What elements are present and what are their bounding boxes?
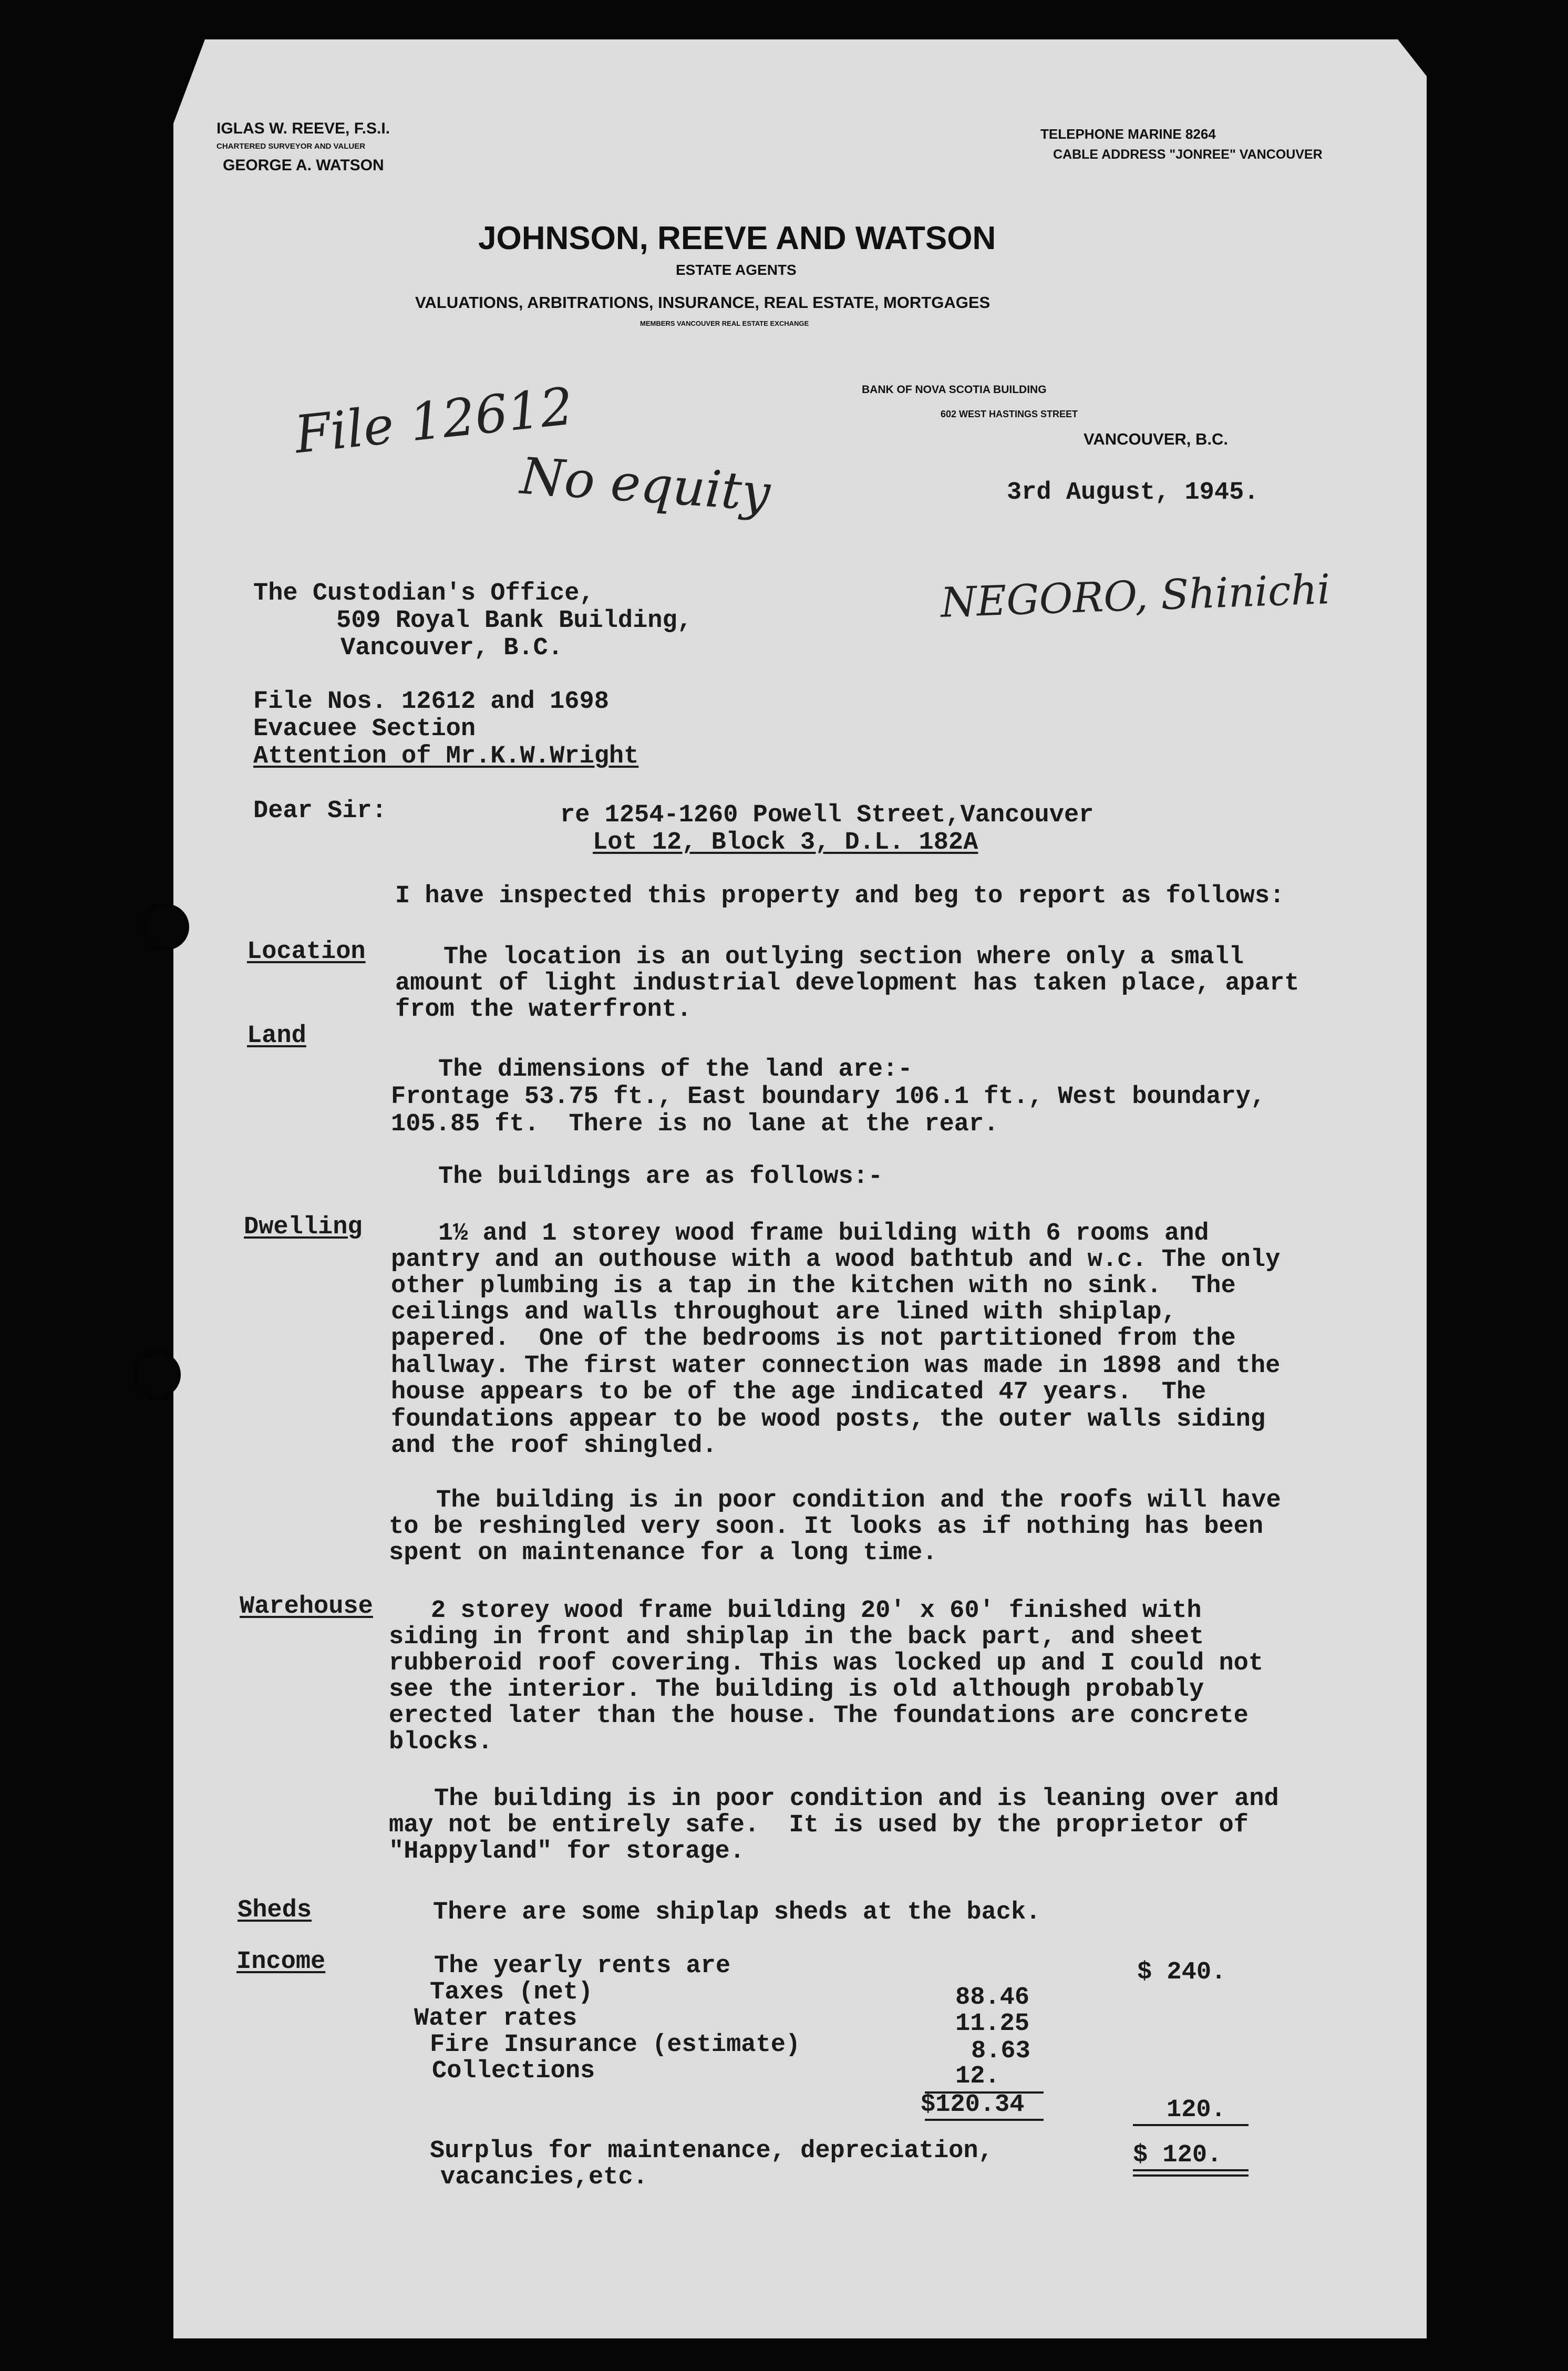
dwelling-text-line-3: other plumbing is a tap in the kitchen with no sink. The (391, 1272, 1236, 1300)
re-property-address: re 1254-1260 Powell Street,Vancouver (560, 801, 1094, 829)
addressee-line-1: The Custodian's Office, (253, 580, 594, 607)
income-collections-value: 12. (955, 2063, 1000, 2090)
location-text-line-2: amount of light industrial development has taken place, apart (395, 970, 1299, 997)
warehouse-text-line-5: erected later than the house. The foundations are concrete (389, 1702, 1249, 1730)
cable-address: CABLE ADDRESS "JONREE" VANCOUVER (1053, 147, 1323, 162)
firm-name: JOHNSON, REEVE AND WATSON (478, 220, 996, 256)
warehouse-text-line-4: see the interior. The building is old although probably (389, 1676, 1204, 1704)
dwelling-text-line-7: house appears to be of the age indicated 47 years. The (391, 1378, 1206, 1406)
letter-date: 3rd August, 1945. (1007, 479, 1259, 507)
income-subtotal: $120.34 (921, 2091, 1025, 2119)
warehouse-condition-line-3: "Happyland" for storage. (389, 1838, 745, 1865)
street-address: 602 WEST HASTINGS STREET (941, 409, 1078, 419)
partner-title: CHARTERED SURVEYOR AND VALUER (216, 142, 366, 151)
warehouse-heading: Warehouse (240, 1593, 373, 1621)
income-rents-value: $ 240. (1137, 1958, 1226, 1986)
dwelling-text-line-1: 1½ and 1 storey wood frame building with 6 rooms and (438, 1220, 1209, 1248)
addressee-line-2: 509 Royal Bank Building, (336, 607, 692, 635)
dwelling-text-line-8: foundations appear to be wood posts, the outer walls siding (391, 1406, 1266, 1434)
surplus-rule-1 (1133, 2169, 1249, 2171)
file-reference-numbers: File Nos. 12612 and 1698 (253, 688, 609, 716)
dwelling-text-line-4: ceilings and walls throughout are lined with shiplap, (391, 1298, 1177, 1326)
income-subtotal-right: 120. (1167, 2096, 1226, 2124)
dwelling-text-line-5: papered. One of the bedrooms is not partitioned from the (391, 1325, 1236, 1353)
handwritten-name: NEGORO, Shinichi (940, 566, 1332, 627)
sheds-heading: Sheds (238, 1896, 312, 1924)
warehouse-text-line-1: 2 storey wood frame building 20' x 60' finished with (431, 1597, 1202, 1625)
warehouse-text-line-2: siding in front and shiplap in the back part, and sheet (389, 1623, 1204, 1651)
income-rents-label: The yearly rents are (434, 1952, 731, 1980)
buildings-intro: The buildings are as follows:- (438, 1163, 883, 1191)
warehouse-condition-line-2: may not be entirely safe. It is used by the proprietor of (389, 1811, 1249, 1839)
land-text-line-2: Frontage 53.75 ft., East boundary 106.1 ft., West boundary, (391, 1083, 1266, 1111)
land-heading: Land (247, 1022, 306, 1050)
addressee-line-3: Vancouver, B.C. (341, 634, 563, 662)
salutation: Dear Sir: (253, 797, 387, 825)
surplus-label-line-2: vacancies,etc. (440, 2163, 648, 2191)
warehouse-condition-line-1: The building is in poor condition and is leaning over and (434, 1785, 1279, 1813)
telephone-number: TELEPHONE MARINE 8264 (1040, 126, 1216, 142)
location-heading: Location (247, 938, 366, 966)
land-text-line-1: The dimensions of the land are:- (438, 1056, 913, 1084)
income-heading: Income (236, 1948, 326, 1976)
intro-sentence: I have inspected this property and beg to report as follows: (395, 882, 1285, 910)
handwritten-file-number: File 12612 (292, 376, 576, 466)
location-text-line-1: The location is an outlying section where only a small (443, 943, 1244, 971)
firm-membership: MEMBERS VANCOUVER REAL ESTATE EXCHANGE (640, 319, 809, 327)
dwelling-text-line-9: and the roof shingled. (391, 1432, 717, 1460)
right-column-rule (1133, 2124, 1249, 2126)
income-taxes-value: 88.46 (955, 1984, 1030, 2012)
dwelling-condition-line-2: to be reshingled very soon. It looks as if nothing has been (389, 1513, 1264, 1541)
handwritten-no-equity: No equity (518, 446, 772, 523)
subtotal-rule-bottom (925, 2119, 1044, 2121)
dwelling-text-line-2: pantry and an outhouse with a wood bathtub and w.c. The only (391, 1246, 1281, 1274)
surplus-label-line-1: Surplus for maintenance, depreciation, (430, 2137, 993, 2165)
firm-services: VALUATIONS, ARBITRATIONS, INSURANCE, REAL ESTATE, MORTGAGES (415, 293, 991, 312)
partner-name-reeve: IGLAS W. REEVE, F.S.I. (216, 120, 390, 137)
land-text-line-3: 105.85 ft. There is no lane at the rear. (391, 1110, 999, 1138)
dwelling-heading: Dwelling (244, 1213, 363, 1241)
dwelling-condition-line-1: The building is in poor condition and the roofs will have (436, 1487, 1281, 1514)
warehouse-text-line-3: rubberoid roof covering. This was locked up and I could not (389, 1650, 1264, 1677)
dwelling-condition-line-3: spent on maintenance for a long time. (389, 1539, 937, 1567)
file-reference-section: Evacuee Section (253, 715, 476, 743)
partner-name-watson: GEORGE A. WATSON (223, 157, 384, 174)
punch-hole-top (143, 904, 189, 950)
location-text-line-3: from the waterfront. (395, 996, 692, 1024)
dwelling-text-line-6: hallway. The first water connection was made in 1898 and the (391, 1352, 1281, 1380)
income-water-value: 11.25 (955, 2010, 1030, 2038)
file-reference-attention: Attention of Mr.K.W.Wright (253, 743, 639, 770)
income-collections-label: Collections (432, 2057, 595, 2085)
surplus-rule-2 (1133, 2174, 1249, 2177)
punch-hole-bottom (135, 1352, 181, 1398)
surplus-value: $ 120. (1133, 2141, 1222, 2169)
income-water-label: Water rates (414, 2005, 577, 2033)
income-fire-label: Fire Insurance (estimate) (430, 2031, 801, 2059)
city-address: VANCOUVER, B.C. (1084, 430, 1229, 448)
income-fire-value: 8.63 (971, 2037, 1030, 2065)
re-legal-description: Lot 12, Block 3, D.L. 182A (593, 829, 978, 857)
building-address: BANK OF NOVA SCOTIA BUILDING (862, 384, 1047, 396)
warehouse-text-line-6: blocks. (389, 1728, 493, 1756)
firm-role: ESTATE AGENTS (676, 262, 797, 278)
income-taxes-label: Taxes (net) (430, 1978, 593, 2006)
sheds-text: There are some shiplap sheds at the back. (433, 1899, 1041, 1926)
